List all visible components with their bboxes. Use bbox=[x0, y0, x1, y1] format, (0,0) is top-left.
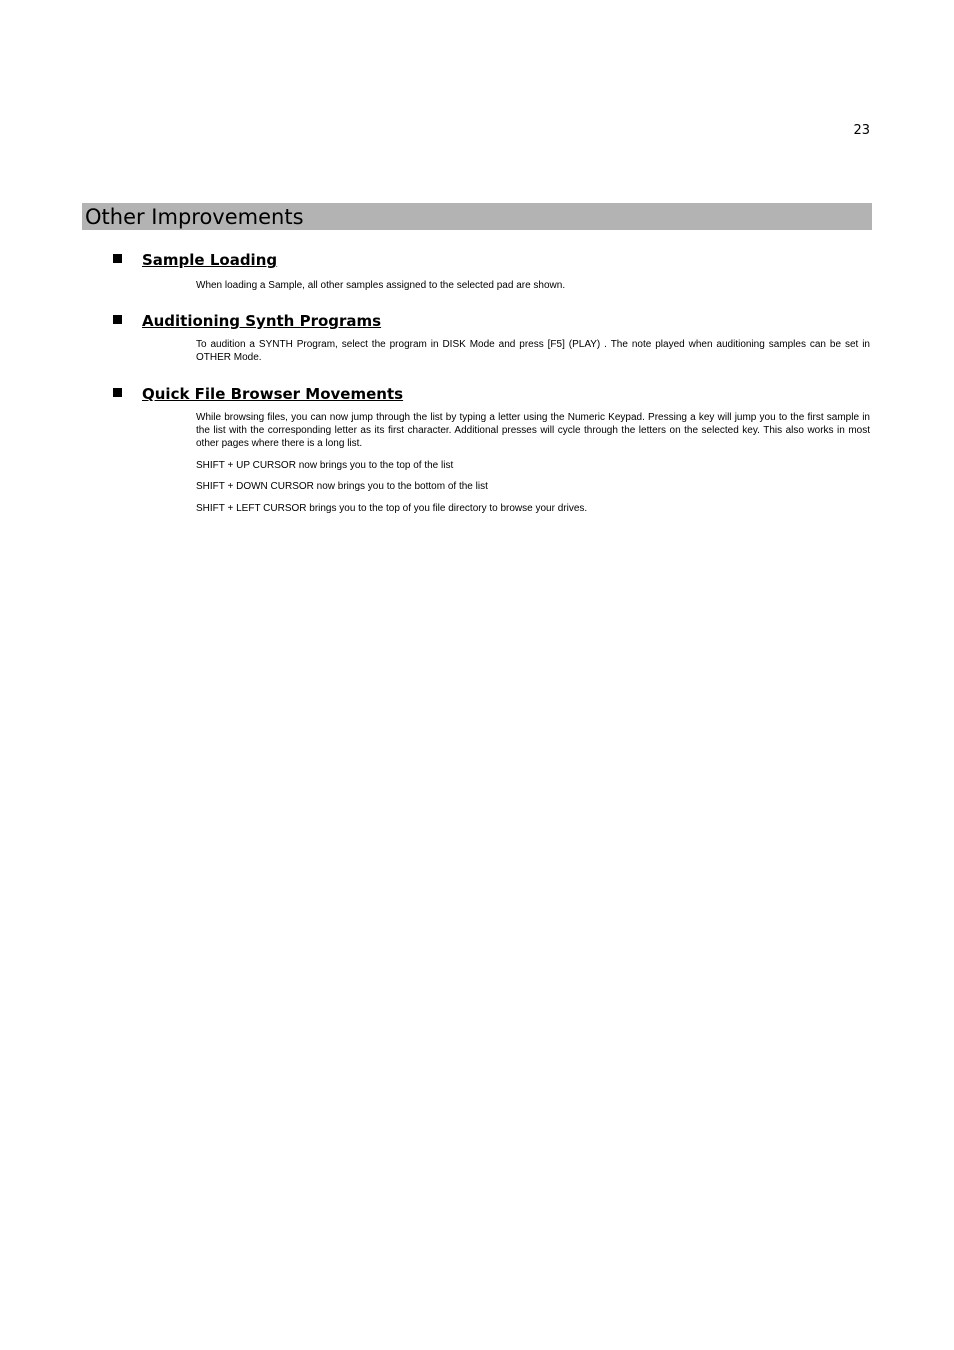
square-bullet-icon bbox=[113, 388, 122, 397]
page-number: 23 bbox=[853, 123, 870, 138]
section-header-banner bbox=[82, 203, 872, 230]
subsection-title: Sample Loading bbox=[142, 251, 278, 269]
subsection-title: Auditioning Synth Programs bbox=[142, 312, 382, 330]
square-bullet-icon bbox=[113, 254, 122, 263]
paragraph: While browsing files, you can now jump through the list by typing a letter using the Numeric Keypad. Pressing a key will jump you to the first sample in the list with the corresponding letter as its first character. Additional presses will cycle through the letters on the selected key. This also works in most other pages where there is a long list. bbox=[196, 412, 870, 449]
paragraph: SHIFT + DOWN CURSOR now brings you to the bottom of the list bbox=[196, 481, 488, 492]
subsection-auditioning-synth-programs bbox=[112, 312, 872, 364]
paragraph: When loading a Sample, all other samples assigned to the selected pad are shown. bbox=[196, 280, 566, 291]
subsection-title: Quick File Browser Movements bbox=[142, 385, 404, 403]
section-title: Other Improvements bbox=[85, 205, 304, 229]
paragraph: SHIFT + UP CURSOR now brings you to the top of the list bbox=[196, 459, 454, 471]
subsection-quick-file-browser-movements bbox=[112, 385, 872, 523]
subsection-sample-loading bbox=[112, 251, 872, 292]
paragraph: To audition a SYNTH Program, select the program in DISK Mode and press [F5] (PLAY) . The note played when auditioning samples can be set in OTHER Mode. bbox=[196, 339, 870, 363]
paragraph: SHIFT + LEFT CURSOR brings you to the top of you file directory to browse your drives. bbox=[196, 502, 588, 514]
square-bullet-icon bbox=[113, 315, 122, 324]
